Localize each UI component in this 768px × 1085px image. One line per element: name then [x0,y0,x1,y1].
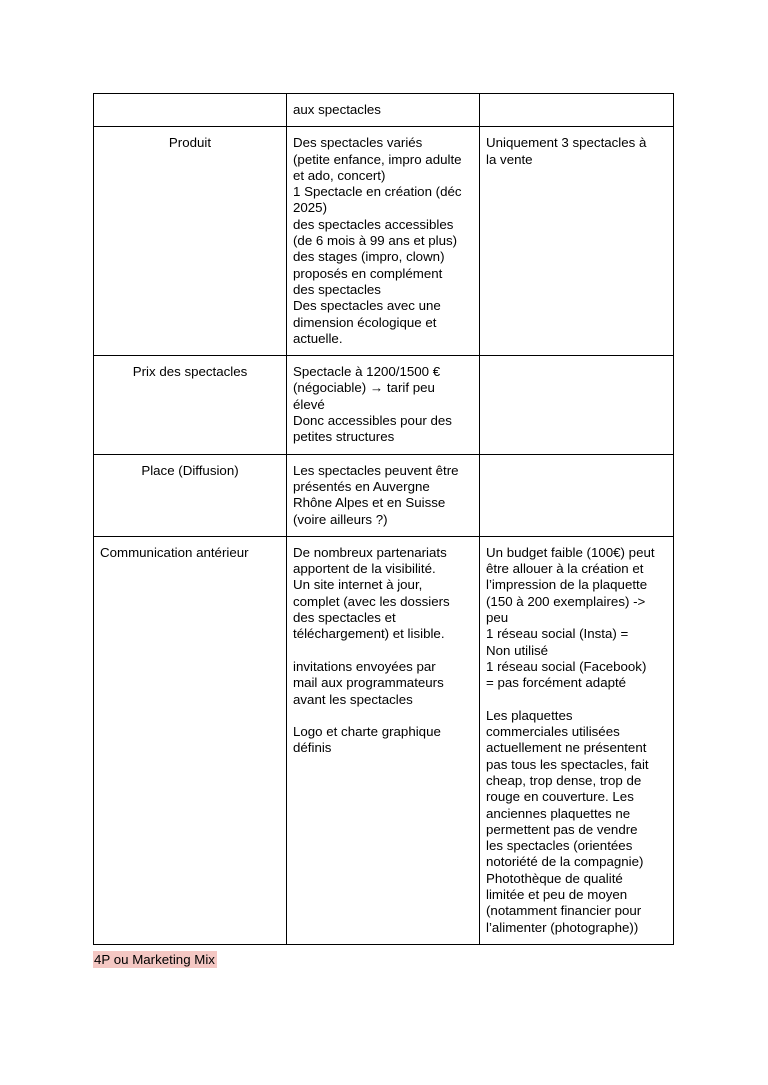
table-row [94,536,674,944]
cell-line: (150 à 200 exemplaires) -> [486,593,646,609]
cell-line: et ado, concert) [293,167,386,183]
section-caption: 4P ou Marketing Mix [94,952,215,967]
cell-line: actuellement ne présentent [486,740,647,756]
cell-line: présentés en Auvergne [293,478,430,494]
cell-line: Des spectacles avec une [293,298,441,314]
analysis-table-body [94,94,674,945]
cell-line: actuelle. [293,330,343,346]
cell-line: définis [293,740,332,756]
row-label-cell [94,356,287,454]
cell-line: cheap, trop dense, trop de [486,772,642,788]
cell-line: avant les spectacles [293,691,413,707]
weaknesses-cell [480,94,674,127]
cell-line: (de 6 mois à 99 ans et plus) [293,233,458,249]
cell-line: téléchargement) et lisible. [293,626,445,642]
cell-line: Les plaquettes [486,707,573,723]
cell-line: (négociable) → tarif peu [293,380,435,396]
cell-line: Logo et charte graphique [293,724,441,740]
cell-line: 1 Spectacle en création (déc [293,184,462,200]
cell-line: Les spectacles peuvent être [293,462,459,478]
cell-line: mail aux programmateurs [293,675,444,691]
cell-line: l’impression de la plaquette [486,577,648,593]
cell-line: être allouer à la création et [486,561,644,577]
strengths-cell [287,536,480,944]
weaknesses-cell [480,536,674,944]
cell-line: Photothèque de qualité [486,870,623,886]
cell-line: Un budget faible (100€) peut [486,544,655,560]
cell-line: aux spectacles [293,102,381,117]
strengths-cell [287,454,480,536]
cell-line: petites structures [293,429,395,445]
cell-line: Rhône Alpes et en Suisse [293,495,446,511]
row-label: Produit [168,135,212,151]
cell-line: l’alimenter (photographe)) [486,919,639,935]
cell-line: élevé [293,396,325,412]
cell-line: Des spectacles variés [293,135,423,151]
cell-line: la vente [486,151,533,167]
row-label: Prix des spectacles [132,364,248,380]
cell-line: des stages (impro, clown) [293,249,445,265]
table-row [94,127,674,356]
cell-line: (notamment financier pour [486,903,642,919]
row-label: Communication antérieur [100,544,249,560]
cell-line: 2025) [293,200,328,216]
cell-line: peu [486,610,509,626]
cell-line: proposés en complément [293,265,443,281]
row-label: Place (Diffusion) [141,462,239,478]
cell-line: pas tous les spectacles, fait [486,756,649,772]
cell-line: invitations envoyées par [293,658,436,674]
strengths-cell [287,127,480,356]
cell-line: Un site internet à jour, [293,577,423,593]
cell-line: (petite enfance, impro adulte [293,151,462,167]
weaknesses-cell [480,454,674,536]
cell-line: 1 réseau social (Facebook) [486,658,647,674]
row-label-cell [94,536,287,944]
cell-line: Donc accessibles pour des [293,413,452,429]
cell-line: De nombreux partenariats [293,544,447,560]
cell-line: Non utilisé [486,642,549,658]
cell-line: complet (avec les dossiers [293,593,450,609]
cell-line [486,692,667,708]
cell-line: dimension écologique et [293,314,437,330]
analysis-table [93,93,674,945]
table-row [94,454,674,536]
cell-line: commerciales utilisées [486,724,620,740]
row-label-cell [94,94,287,127]
cell-line: rouge en couverture. Les [486,789,634,805]
cell-line: 1 réseau social (Insta) = [486,626,629,642]
cell-line: Uniquement 3 spectacles à [486,135,647,151]
strengths-cell [287,94,480,127]
weaknesses-cell [480,356,674,454]
cell-line: (voire ailleurs ?) [293,511,388,527]
weaknesses-cell [480,127,674,356]
table-row [94,356,674,454]
cell-line [293,708,473,724]
row-label-cell [94,454,287,536]
cell-line: Spectacle à 1200/1500 € [293,364,441,380]
strengths-cell [287,356,480,454]
cell-line: notoriété de la compagnie) [486,854,644,870]
cell-line: des spectacles et [293,610,396,626]
cell-line: limitée et peu de moyen [486,887,628,903]
cell-line: anciennes plaquettes ne [486,805,631,821]
row-label-cell [94,127,287,356]
cell-line: apportent de la visibilité. [293,561,436,577]
cell-line: des spectacles [293,281,381,297]
cell-line: = pas forcément adapté [486,675,627,691]
cell-line: des spectacles accessibles [293,216,454,232]
cell-line [293,643,473,659]
cell-line: les spectacles (orientées [486,838,633,854]
table-row [94,94,674,127]
cell-line: permettent pas de vendre [486,821,638,837]
